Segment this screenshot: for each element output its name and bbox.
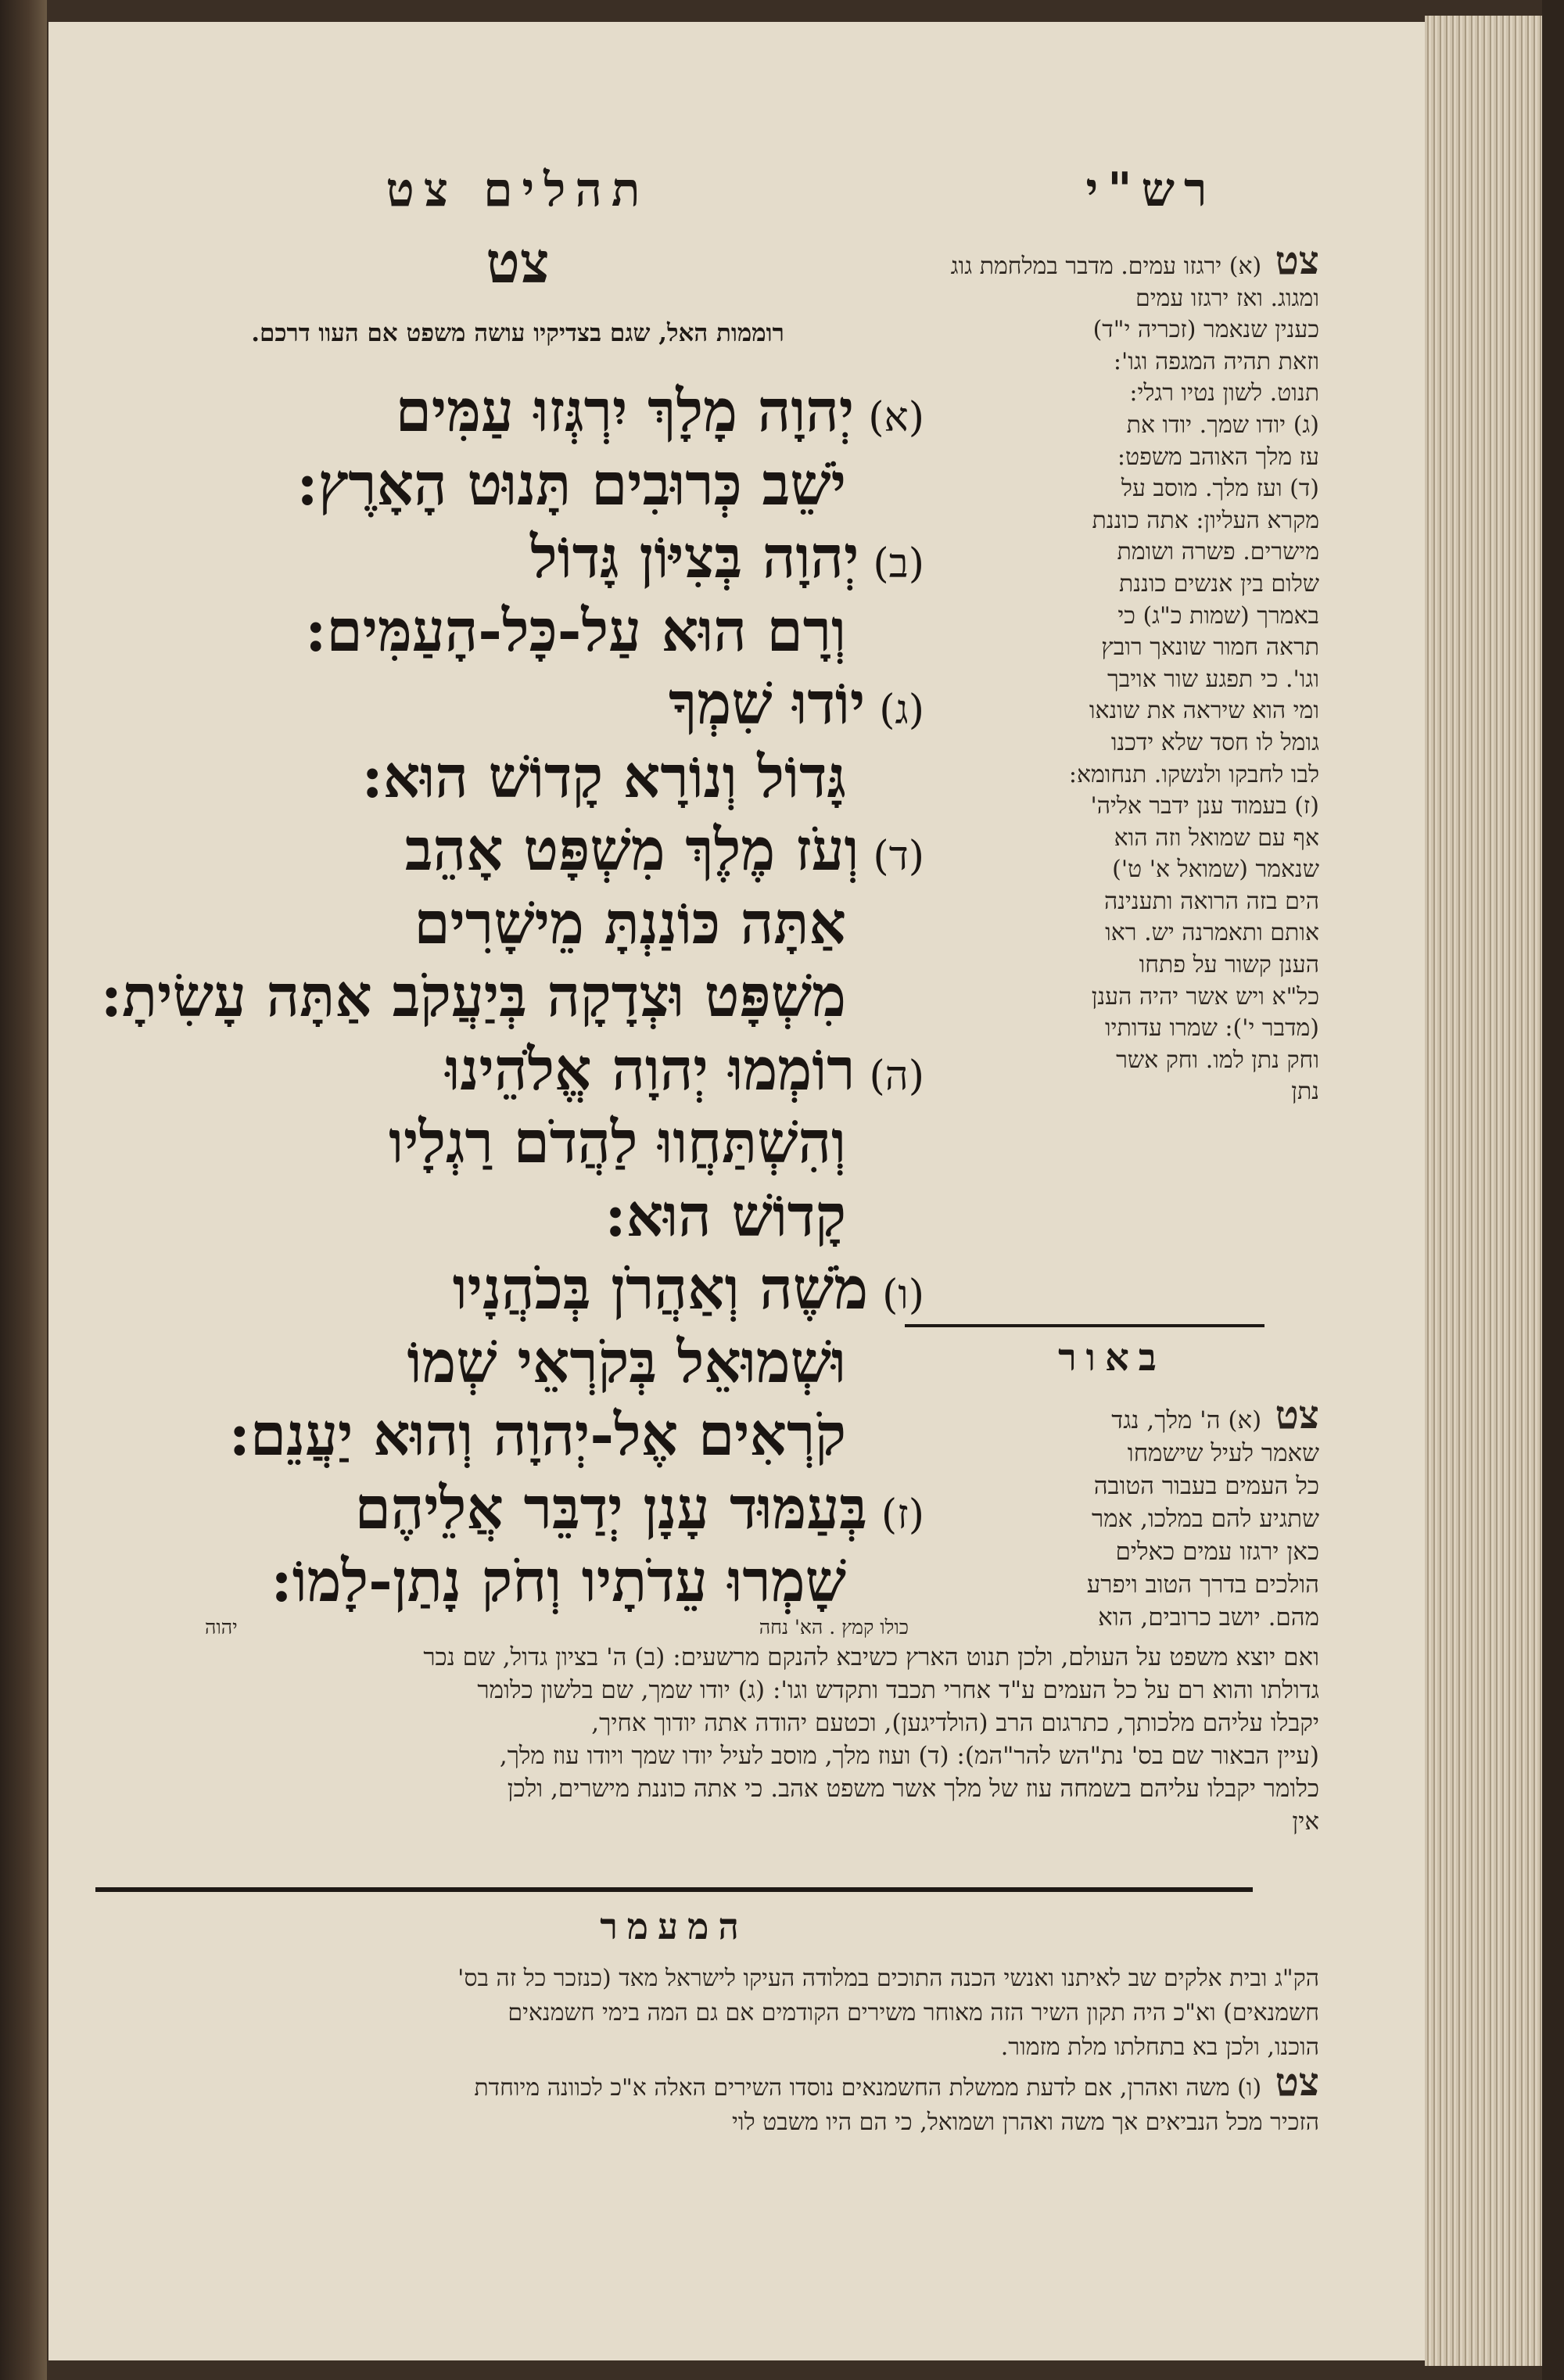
- biur-line: [905, 1535, 1319, 1568]
- psalm-number: צט: [486, 229, 550, 296]
- rashi-line-text: וחק נתן למו. וחק אשר: [1116, 1046, 1319, 1074]
- psalm-line: [111, 1180, 924, 1252]
- psalm-line: [111, 1107, 924, 1179]
- rashi-line: [905, 886, 1319, 918]
- verse-text: מִשְׁפָּט וּצְדָקָה בְּיַעֲקֹב אַתָּה עָשִׂיתָ:: [100, 963, 846, 1030]
- rashi-line-text: כל"א ויש אשר יהיה הענן: [1091, 982, 1319, 1011]
- verse-text: וְרָם הוּא עַל-כָּל-הָעַמִּים:: [305, 597, 846, 665]
- biur-line: [905, 1437, 1319, 1470]
- biur-header: באור: [1058, 1336, 1166, 1380]
- rashi-line: [905, 537, 1319, 569]
- rashi-line-text: (א) ירגזו עמים. מדבר במלחמת גוג: [950, 253, 1262, 280]
- hameamer-line: [111, 2030, 1319, 2065]
- hameamer-line-text: חשמנאים) וא"כ היה תקון השיר הזה מאוחר משירים הקודמים אם גם המה בימי חשמנאים: [508, 1999, 1319, 2026]
- verse-number: (ב): [873, 540, 924, 587]
- biur-line: [905, 1568, 1319, 1601]
- dibur-hamatchil: צט: [1261, 1391, 1319, 1438]
- verse-text: קֹרְאִים אֶל-יְהוָה וְהוּא יַעֲנֵם:: [228, 1402, 846, 1469]
- rashi-line-text: לבו לחבקו ולנשקו. תנחומא:: [1068, 760, 1319, 788]
- biur-continuation: [95, 1641, 1319, 1838]
- rashi-line: [905, 982, 1319, 1014]
- biur-line-text: שתגיע להם במלכו, אמר: [1092, 1505, 1319, 1533]
- biur-line: [905, 1391, 1319, 1438]
- psalm-line: [111, 1545, 924, 1617]
- hameamer-line-text: הוכנו, ולכן בא בתחלתו מלת מזמור.: [1000, 2034, 1319, 2061]
- rashi-divider: [905, 1324, 1264, 1327]
- rashi-line-text: (ז) בעמוד ענן ידבר אליה': [1090, 792, 1319, 820]
- biur-line-text: (א) ה' מלך, נגד: [1111, 1406, 1262, 1434]
- rashi-line-text: אף עם שמואל וזה הוא: [1114, 824, 1319, 852]
- biur-line: [905, 1502, 1319, 1535]
- verse-number: (ו): [882, 1272, 924, 1319]
- biur-line-text: מהם. יושב כרובים, הוא: [1098, 1603, 1319, 1632]
- rashi-line-text: הים בזה הרואה ותענינה: [1103, 887, 1319, 915]
- psalm-line: [111, 1326, 924, 1398]
- rashi-line-text: עז מלך האוהב משפט:: [1117, 443, 1319, 471]
- verse-number: (ה): [869, 1052, 924, 1100]
- hameamer-line-text: הזכיר מכל הנביאים אך משה ואהרן ושמואל, כי הם היו משבט לוי: [732, 2109, 1319, 2136]
- biur-continuation-line-text: כלומר יקבלו עליהם בשמחה עוז של מלך אשר משפט אהב. כי אתה כוננת מישרים, ולכן: [507, 1775, 1319, 1803]
- rashi-line: [905, 314, 1319, 346]
- hameamer-divider: [95, 1887, 1253, 1892]
- psalm-line: [111, 814, 924, 892]
- verse-text: יוֹדוּ שִׁמְךָ: [669, 670, 866, 738]
- rashi-line-text: הענן קשור על פתחו: [1139, 951, 1319, 979]
- biur-continuation-lines: [95, 1641, 1319, 1838]
- verse-text: שָׁמְרוּ עֵדֹתָיו וְחֹק נָתַן-לָמוֹ:: [271, 1548, 846, 1615]
- biur-continuation-line: [95, 1641, 1319, 1674]
- rashi-line-text: (מדבר י'): שמרו עדותיו: [1105, 1014, 1319, 1043]
- rashi-line: [905, 505, 1319, 537]
- rashi-line: [905, 759, 1319, 792]
- biur-commentary: [905, 1391, 1319, 1634]
- biur-line-text: הולכים בדרך הטוב ויפרע: [1086, 1571, 1319, 1599]
- biur-continuation-line-text: גדולתו והוא רם על כל העמים ע"ד אחרי תכבד ותקדש וגו': (ג) יודו שמך, שם בלשון כלומר: [477, 1676, 1319, 1704]
- rashi-line-text: ומגוג. ואז ירגזו עמים: [1135, 284, 1319, 312]
- hameamer-line-text: (ו) משה ואהרן, אם לדעת ממשלת החשמנאים נוסדו השירים האלה א"כ לכוונה מיוחדת: [474, 2074, 1262, 2102]
- rashi-line-text: וגו'. כי תפגע שור אויבך: [1107, 665, 1319, 693]
- biur-line-text: כל העמים בעבור הטובה: [1093, 1472, 1319, 1500]
- book-page: [48, 22, 1425, 2360]
- biur-continuation-line-text: יקבלו עליהם מלכותך, כתרגום הרב (הולדיגען), וכטעם יהודה אתה יודוך אחיך,: [591, 1709, 1319, 1737]
- book-cover-edge: [1542, 0, 1564, 2380]
- note-right: כולו קמץ . הא' נחה: [759, 1616, 909, 1639]
- note-left: יהוה: [205, 1616, 238, 1639]
- biur-line-text: כאן ירגזו עמים כאלים: [1115, 1538, 1319, 1566]
- psalm-line: [111, 375, 924, 454]
- book-header: תהלים צט: [386, 163, 650, 217]
- verse-text: יְהוָה בְּצִיּוֹן גָּדוֹל: [530, 524, 859, 591]
- rashi-line: [905, 1013, 1319, 1045]
- rashi-line-text: תראה חמור שונאך רובץ: [1101, 634, 1319, 662]
- rashi-line-text: נתן: [1291, 1078, 1319, 1106]
- rashi-line-text: תנוט. לשון נטיו רגלי:: [1129, 379, 1319, 407]
- psalm-line: [111, 888, 924, 960]
- psalm-line: [100, 960, 924, 1032]
- biur-line: [905, 1601, 1319, 1634]
- biur-continuation-line: [95, 1805, 1319, 1838]
- rashi-line-text: ומי הוא שיראה את שונאו: [1089, 697, 1319, 725]
- dibur-hamatchil: צט: [1261, 237, 1319, 283]
- verse-text: יְהוָה מָלָךְ יִרְגְּזוּ עַמִּים: [395, 378, 855, 445]
- verse-text: וְהִשְׁתַּחֲווּ לַהֲדֹם רַגְלָיו: [389, 1109, 846, 1176]
- hameamer-paragraphs: [111, 1962, 1319, 2140]
- verse-text: וְעֹז מֶלֶךְ מִשְׁפָּט אָהֵב: [404, 817, 859, 884]
- verse-number: (ג): [879, 687, 924, 734]
- verse-text: רוֹמְמוּ יְהוָה אֱלֹהֵינוּ: [445, 1036, 856, 1104]
- rashi-line: [905, 823, 1319, 855]
- rashi-line: [905, 601, 1319, 633]
- rashi-line-text: שנאמר (שמואל א' ט'): [1112, 856, 1319, 884]
- rashi-line: [905, 237, 1319, 283]
- biur-line-text: שאמר לעיל שישמחו: [1127, 1439, 1319, 1467]
- rashi-line-text: כענין שנאמר (זכריה י"ד): [1092, 316, 1319, 344]
- rashi-line: [905, 1076, 1319, 1108]
- rashi-line-text: באמרך (שמות כ"ג) כי: [1117, 601, 1319, 630]
- hameamer-header: המעמר: [600, 1905, 748, 1947]
- rashi-line-text: שלום בין אנשים כוננת: [1119, 569, 1319, 598]
- psalm-line: [111, 522, 924, 600]
- verse-number: (א): [868, 394, 924, 441]
- verse-text: גָּדוֹל וְנוֹרָא קָדוֹשׁ הוּא:: [361, 743, 846, 811]
- rashi-line: [905, 727, 1319, 759]
- rashi-line-text: מישרים. פשרה ושומת: [1117, 538, 1319, 566]
- psalm-line: [111, 1473, 924, 1551]
- psalm-line: [111, 1399, 924, 1471]
- rashi-line: [905, 442, 1319, 474]
- rashi-line: [905, 854, 1319, 886]
- hameamer-text: [111, 1962, 1319, 2140]
- rashi-line: [905, 791, 1319, 823]
- hameamer-line: [111, 1996, 1319, 2030]
- psalm-line: [111, 449, 924, 521]
- rashi-line: [905, 949, 1319, 982]
- rashi-line-text: מקרא העליון: אתה כוננת: [1092, 506, 1319, 534]
- rashi-line: [905, 664, 1319, 696]
- hameamer-line: [111, 1962, 1319, 1996]
- biur-continuation-line: [95, 1772, 1319, 1805]
- rashi-line: [905, 632, 1319, 664]
- verse-text: וּשְׁמוּאֵל בְּקֹרְאֵי שְׁמוֹ: [407, 1328, 846, 1396]
- verse-text: קָדוֹשׁ הוּא:: [604, 1182, 846, 1250]
- rashi-line-text: וזאת תהיה המגפה וגו':: [1113, 347, 1319, 375]
- rashi-line-text: גומל לו חסד שלא ידכנו: [1110, 728, 1319, 756]
- hameamer-line: [111, 2105, 1319, 2140]
- masoretic-note: [95, 1616, 940, 1639]
- rashi-commentary: [905, 237, 1319, 1108]
- book-spine: [0, 0, 47, 2380]
- biur-continuation-line-text: ואם יוצא משפט על העולם, ולכן תנוט הארץ כשיבא להנקם מרשעים: (ב) ה' בציון גדול, שם נכר: [423, 1643, 1319, 1671]
- rashi-line: [905, 917, 1319, 949]
- hameamer-line: [111, 2059, 1319, 2105]
- biur-continuation-line-text: אין: [1292, 1807, 1319, 1836]
- verse-text: יֹשֵׁב כְּרוּבִים תָּנוּט הָאָרֶץ:: [296, 451, 846, 519]
- rashi-line: [905, 1045, 1319, 1077]
- rashi-line-text: (ד) ועז מלך. מוסב על: [1121, 475, 1319, 503]
- verse-text: אַתָּה כּוֹנַנְתָּ מֵישָׁרִים: [414, 889, 846, 957]
- biur-line: [905, 1470, 1319, 1502]
- psalm-line: [111, 1253, 924, 1331]
- verse-number: (ד): [873, 833, 924, 880]
- rashi-line: [905, 569, 1319, 601]
- hameamer-line-text: הק"ג ובית אלקים שב לאיתנו ואנשי הכנה התוכים במלודה העיקו לישראל מאד (כנזכר כל זה בס': [457, 1965, 1319, 1992]
- biur-continuation-line-text: (עיין הבאור שם בס' נת"הש להר"המ): (ד) ועוז מלך, מוסב לעיל יודו שמך ויודו עוז מלך,: [499, 1742, 1319, 1770]
- rashi-header: רש"י: [1085, 163, 1217, 217]
- psalm-line: [111, 668, 924, 746]
- rashi-line: [905, 695, 1319, 727]
- verse-number: (ז): [881, 1491, 924, 1538]
- verse-text: מֹשֶׁה וְאַהֲרֹן בְּכֹהֲנָיו: [452, 1255, 869, 1323]
- psalm-line: [111, 1034, 924, 1112]
- rashi-line: [905, 473, 1319, 505]
- rashi-line-text: (ג) יודו שמך. יודו את: [1126, 411, 1319, 439]
- verse-text: בְּעַמּוּד עָנָן יְדַבֵּר אֲלֵיהֶם: [354, 1474, 867, 1542]
- psalm-line: [111, 595, 924, 667]
- rashi-line: [905, 283, 1319, 315]
- rashi-lines: [905, 237, 1319, 1108]
- rashi-line: [905, 378, 1319, 410]
- psalm-summary: רוממות האל, שגם בצדיקיו עושה משפט אם העוו דרכם.: [251, 319, 784, 347]
- biur-continuation-line: [95, 1674, 1319, 1707]
- rashi-line: [905, 410, 1319, 442]
- rashi-line: [905, 346, 1319, 379]
- biur-continuation-line: [95, 1707, 1319, 1739]
- hameamer-label: צט: [1261, 2059, 1319, 2105]
- biur-continuation-line: [95, 1739, 1319, 1772]
- psalm-line: [111, 741, 924, 813]
- rashi-line-text: אותם ותאמרנה יש. ראו: [1105, 919, 1319, 947]
- biur-lines: [905, 1391, 1319, 1634]
- page-edges: [1425, 16, 1542, 2366]
